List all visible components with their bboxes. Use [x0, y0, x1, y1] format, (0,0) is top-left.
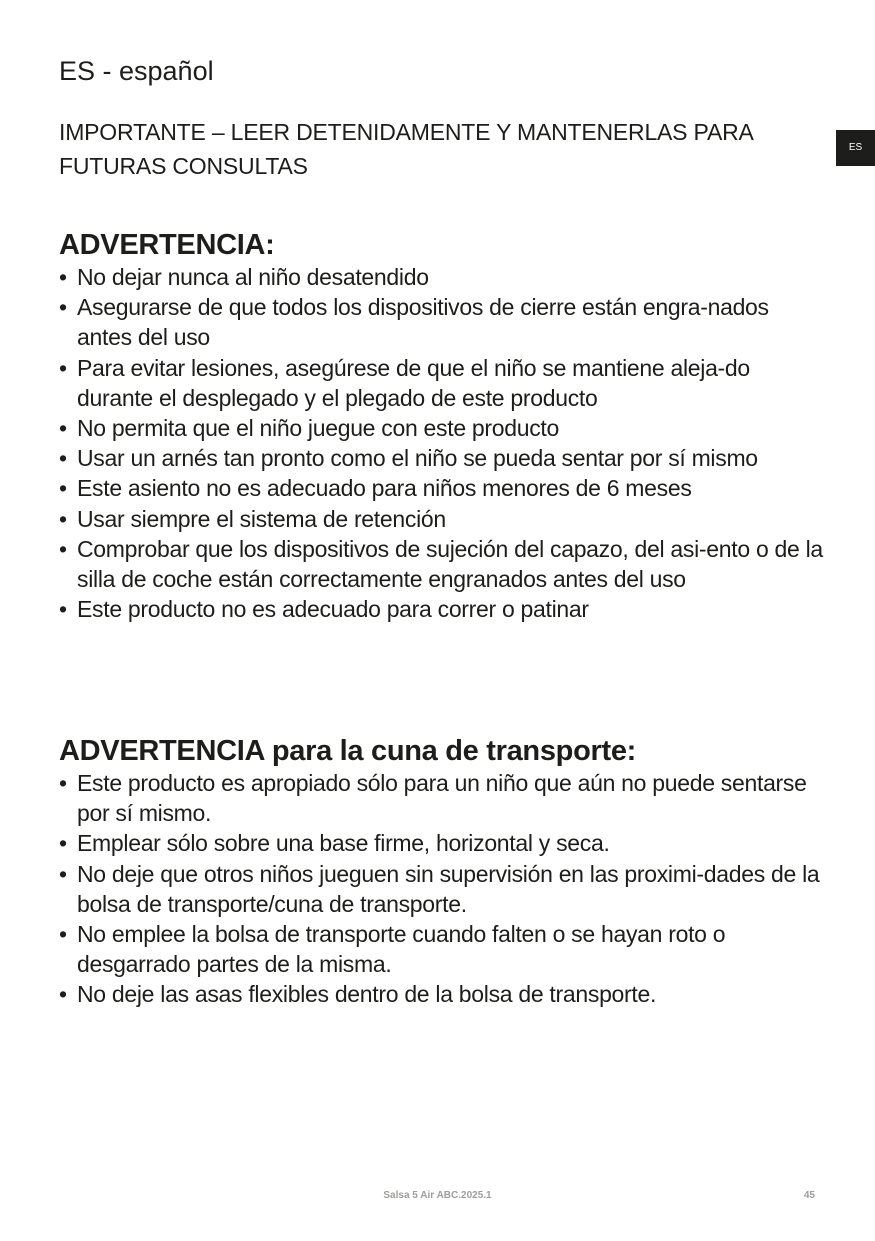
important-notice: IMPORTANTE – LEER DETENIDAMENTE Y MANTENERLAS PARA FUTURAS CONSULTAS — [59, 119, 753, 179]
warning-section — [59, 228, 829, 624]
page-number: 45 — [803, 1190, 815, 1201]
language-tab: ES — [836, 130, 875, 166]
carrycot-warning-section — [59, 734, 829, 1010]
language-heading: ES - español — [59, 56, 214, 86]
carrycot-warning-item: • No emplee la bolsa de transporte cuando falten o se hayan roto o desgarrado partes de la misma. — [59, 921, 726, 978]
carrycot-warning-item: • No deje que otros niños jueguen sin supervisión en las proximi-dades de la bolsa de transporte/cuna de transporte. — [59, 860, 820, 917]
footer-document-id: Salsa 5 Air ABC.2025.1 — [383, 1190, 492, 1201]
warning-item: • Este producto no es adecuado para correr o patinar — [59, 596, 589, 623]
warning-title: ADVERTENCIA: — [59, 229, 275, 261]
warning-item: • No dejar nunca al niño desatendido — [59, 264, 429, 290]
carrycot-warning-item: • Emplear sólo sobre una base firme, horizontal y seca. — [59, 830, 610, 857]
carrycot-warning-item: • No deje las asas flexibles dentro de la bolsa de transporte. — [59, 981, 657, 1008]
warning-item: • Comprobar que los dispositivos de sujeción del capazo, del asi-ento o de la silla de coche están correctamente engranados antes del uso — [59, 535, 823, 593]
carrycot-warning-title: ADVERTENCIA para la cuna de transporte: — [59, 735, 637, 767]
carrycot-warning-item: • Este producto es apropiado sólo para un niño que aún no puede sentarse por sí mismo. — [59, 770, 807, 827]
warning-item: • Usar siempre el sistema de retención — [59, 505, 446, 532]
warning-item: • Este asiento no es adecuado para niños menores de 6 meses — [59, 475, 692, 502]
carrycot-warning-list — [59, 768, 829, 1010]
warning-item: • No permita que el niño juegue con este producto — [59, 415, 560, 442]
warning-item: • Asegurarse de que todos los dispositivos de cierre están engra-nados antes del uso — [59, 294, 769, 351]
warning-item: • Usar un arnés tan pronto como el niño se pueda sentar por sí mismo — [59, 445, 758, 472]
warning-item: • Para evitar lesiones, asegúrese de que el niño se mantiene aleja-do durante el desplegado y el plegado de este producto — [59, 354, 750, 411]
warning-list — [59, 262, 829, 624]
